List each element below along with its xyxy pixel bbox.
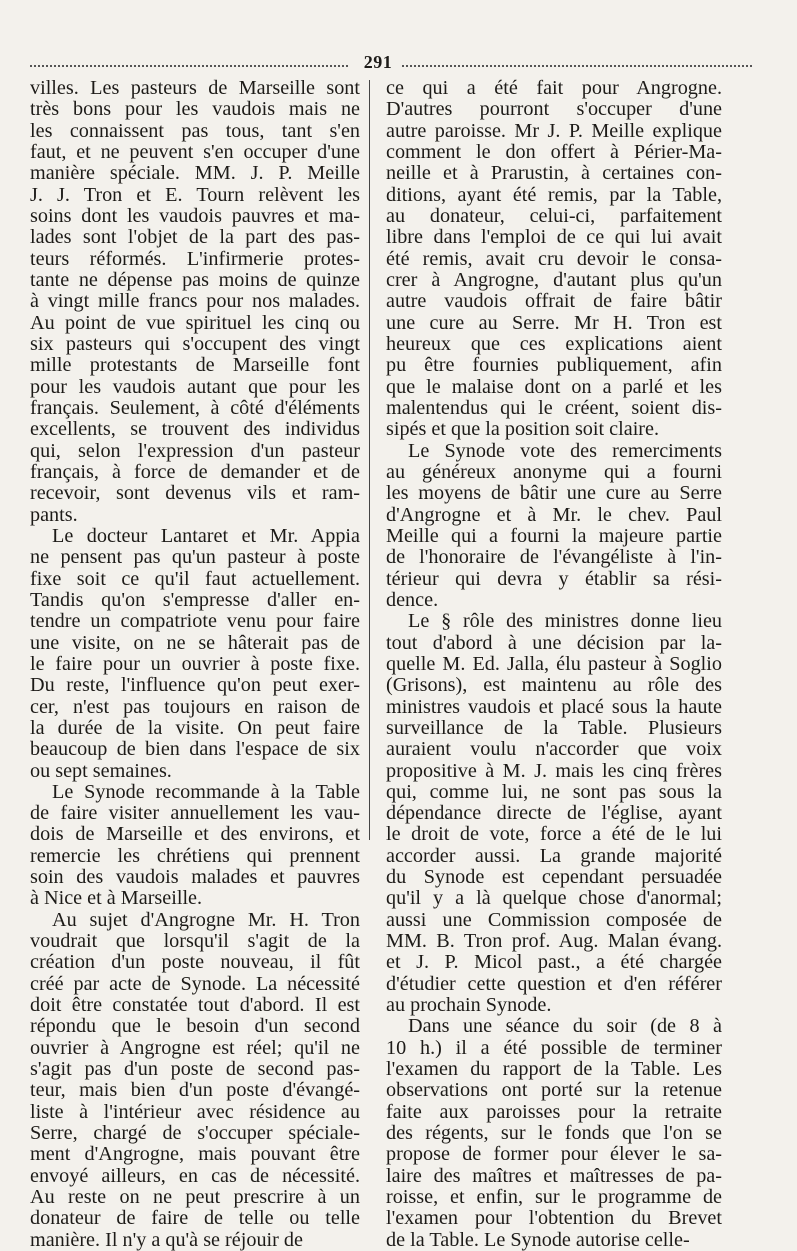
column-divider (369, 80, 370, 840)
text-line: les moyens de bâtir une cure au Serre (386, 483, 722, 505)
text-line: pants. (30, 504, 78, 526)
text-line: le droit de vote, force a été de le lui (386, 824, 722, 846)
text-line: ne pensent pas qu'un pasteur à poste (30, 547, 360, 569)
text-line: soins dont les vaudois pauvres et ma- (30, 205, 360, 227)
text-line: surveillance de la Table. Plusieurs (386, 717, 722, 739)
text-line: Au reste on ne peut prescrire à un (30, 1187, 360, 1209)
text-line: au donateur, celui-ci, parfaitement (386, 205, 722, 227)
paragraph (30, 782, 360, 910)
text-line: térieur qui devra y établir sa rési- (386, 568, 722, 590)
text-line: faite aux paroisses pour la retraite (386, 1101, 722, 1123)
text-line: que le malaise dont on a parlé et les (386, 376, 722, 398)
text-line: pour les vaudois autant que pour les (30, 376, 360, 398)
text-line: recevoir, sont devenus vils et ram- (30, 483, 360, 505)
text-line: faut, et ne peuvent s'en occuper d'une (30, 141, 360, 163)
text-line: Le Synode vote des remerciments (408, 440, 722, 462)
text-line: ouvrier à Angrogne est réel; qu'il ne (30, 1037, 360, 1059)
text-line: Meille qui a fourni la majeure partie (386, 525, 722, 547)
text-line: Le docteur Lantaret et Mr. Appia (52, 525, 360, 547)
text-line: Du reste, l'influence qu'on peut exer- (30, 675, 360, 697)
text-line: D'autres pourront s'occuper d'une (386, 99, 722, 121)
text-line: d'Angrogne et à Mr. le chev. Paul (386, 504, 722, 526)
text-line: auraient voulu n'accorder que voix (386, 739, 722, 761)
text-line: comment le don offert à Périer-Ma- (386, 141, 722, 163)
text-line: qui, comme lui, ne sont pas sous la (386, 781, 722, 803)
text-line: 10 h.) il a été possible de terminer (386, 1037, 722, 1059)
text-line: six pasteurs qui s'occupent des vingt (30, 333, 360, 355)
text-line: excellents, se trouvent des individus (30, 419, 360, 441)
page-header (30, 52, 752, 78)
text-line: l'examen pour l'obtention du Brevet (386, 1208, 722, 1230)
text-line: (Grisons), est maintenu au rôle des (386, 675, 722, 697)
text-line: français, à force de demander et de (30, 461, 360, 483)
text-line: création d'un poste nouveau, il fût (30, 952, 360, 974)
text-line: ment d'Angrogne, mais pouvant être (30, 1144, 360, 1166)
text-line: d'étudier cette question et d'en référer (386, 973, 722, 995)
text-line: français. Seulement, à côté d'éléments (30, 397, 360, 419)
header-rule-right (402, 65, 752, 67)
text-line: quelle M. Ed. Jalla, élu pasteur à Soglio (386, 653, 722, 675)
text-line: du Synode est cependant persuadée (386, 867, 722, 889)
text-line: roisse, et enfin, sur le programme de (386, 1187, 722, 1209)
text-line: J. J. Tron et E. Tourn relèvent les (30, 184, 360, 206)
text-line: envoyé ailleurs, en cas de nécessité. (30, 1165, 360, 1187)
text-line: s'agit pas d'un poste de second pas- (30, 1059, 360, 1081)
text-line: pu être fournies publiquement, afin (386, 355, 722, 377)
text-line: propositive à M. J. mais les cinq frères (386, 760, 722, 782)
text-line: les connaissent pas tous, tant s'en (30, 120, 360, 142)
text-line: propose de former pour élever le sa- (386, 1144, 722, 1166)
text-line: de la Table. Le Synode autorise celle- (386, 1229, 690, 1251)
text-line: et J. P. Micol past., a été chargée (386, 952, 722, 974)
text-line: doit être constatée tout d'abord. Il est (30, 995, 360, 1017)
text-line: laire des maîtres et maîtresses de pa- (386, 1165, 722, 1187)
text-line: tout d'abord à une décision par la- (386, 632, 722, 654)
text-line: l'examen du rapport de la Table. Les (386, 1059, 722, 1081)
text-line: à Nice et à Marseille. (30, 888, 203, 910)
text-line: cer, n'est pas toujours en raison de (30, 696, 360, 718)
text-line: lades sont l'objet de la part des pas- (30, 227, 360, 249)
text-line: remercie les chrétiens qui prennent (30, 845, 360, 867)
text-line: mille protestants de Marseille font (30, 355, 360, 377)
text-line: Serre, chargé de s'occuper spéciale- (30, 1123, 360, 1145)
text-line: qui, selon l'expression d'un pasteur (30, 440, 360, 462)
text-line: dence. (386, 589, 439, 611)
paragraph (30, 910, 360, 1251)
text-line: la durée de la visite. On peut faire (30, 717, 360, 739)
paragraph (386, 78, 722, 441)
text-line: ou sept semaines. (30, 760, 172, 782)
text-line: Le § rôle des ministres donne lieu (408, 611, 722, 633)
text-line: neille et à Prarustin, à certaines con- (386, 163, 722, 185)
text-line: villes. Les pasteurs de Marseille sont (30, 78, 360, 99)
text-line: une visite, on ne se hâterait pas de (30, 632, 360, 654)
text-line: MM. B. Tron prof. Aug. Malan évang. (386, 931, 722, 953)
text-line: tendre un compatriote venu pour faire (30, 611, 360, 633)
text-line: autre paroisse. Mr J. P. Meille explique (386, 120, 722, 142)
paragraph (386, 441, 722, 612)
text-line: Au point de vue spirituel les cinq ou (30, 312, 360, 334)
text-line: libre dans l'emploi de ce qui lui avait (386, 227, 722, 249)
text-line: ministres vaudois et placé sous la haute (386, 696, 722, 718)
text-line: Au sujet d'Angrogne Mr. H. Tron (52, 909, 360, 931)
text-line: soin des vaudois malades et pauvres (30, 867, 360, 889)
page-number: 291 (363, 52, 393, 72)
text-line: créé par acte de Synode. La nécessité (30, 973, 360, 995)
right-column (386, 78, 722, 1251)
text-line: au généreux anonyme qui a fourni (386, 461, 722, 483)
text-line: très bons pour les vaudois mais ne (30, 99, 360, 121)
text-line: beaucoup de bien dans l'espace de six (30, 739, 360, 761)
text-line: manière spéciale. MM. J. P. Meille (30, 163, 360, 185)
text-line: heureux que ces explications aient (386, 333, 722, 355)
text-line: de l'honoraire de l'évangéliste à l'in- (386, 547, 722, 569)
text-line: teur, mais bien d'un poste d'évangé- (30, 1080, 360, 1102)
text-line: le faire pour un ouvrier à poste fixe. (30, 653, 360, 675)
left-column (30, 78, 360, 1251)
text-line: Le Synode recommande à la Table (52, 781, 360, 803)
text-line: crer à Angrogne, d'autant plus qu'un (386, 269, 722, 291)
paragraph (30, 526, 360, 782)
text-line: fixe soit ce qu'il faut actuellement. (30, 568, 360, 590)
text-line: aussi une Commission composée de (386, 909, 722, 931)
text-line: qu'il y a là quelque chose d'anormal; (386, 888, 722, 910)
text-line: dépendance directe de l'église, ayant (386, 803, 722, 825)
text-line: observations ont porté sur la retenue (386, 1080, 722, 1102)
text-line: Tandis qu'on s'empresse d'aller en- (30, 589, 360, 611)
text-line: à vingt mille francs pour nos malades. (30, 291, 360, 313)
text-line: donateur de faire de telle ou telle (30, 1208, 360, 1230)
text-line: une cure au Serre. Mr H. Tron est (386, 312, 722, 334)
text-line: sipés et que la position soit claire. (386, 419, 660, 441)
paragraph (386, 611, 722, 1016)
text-line: au prochain Synode. (386, 995, 552, 1017)
paragraph (386, 1016, 722, 1251)
text-line: voudrait que lorsqu'il s'agit de la (30, 931, 360, 953)
text-line: ce qui a été fait pour Angrogne. (386, 78, 722, 99)
text-line: dois de Marseille et des environs, et (30, 824, 360, 846)
text-line: répondu que le besoin d'un second (30, 1016, 360, 1038)
text-line: des régents, sur le fonds que l'on se (386, 1123, 722, 1145)
text-line: autre vaudois offrait de faire bâtir (386, 291, 722, 313)
text-line: tante ne dépense pas moins de quinze (30, 269, 360, 291)
text-line: malentendus qui le créent, soient dis- (386, 397, 722, 419)
text-line: été remis, avait cru devoir le consa- (386, 248, 722, 270)
header-rule-left (30, 65, 348, 67)
text-line: accorder aussi. La grande majorité (386, 845, 722, 867)
text-line: liste à l'intérieur avec résidence au (30, 1101, 360, 1123)
text-line: Dans une séance du soir (de 8 à (408, 1016, 722, 1038)
text-line: ditions, ayant été remis, par la Table, (386, 184, 722, 206)
text-line: de faire visiter annuellement les vau- (30, 803, 360, 825)
paragraph (30, 78, 360, 526)
text-line: manière. Il n'y a qu'à se réjouir de (30, 1229, 303, 1251)
text-line: teurs réformés. L'infirmerie protes- (30, 248, 360, 270)
